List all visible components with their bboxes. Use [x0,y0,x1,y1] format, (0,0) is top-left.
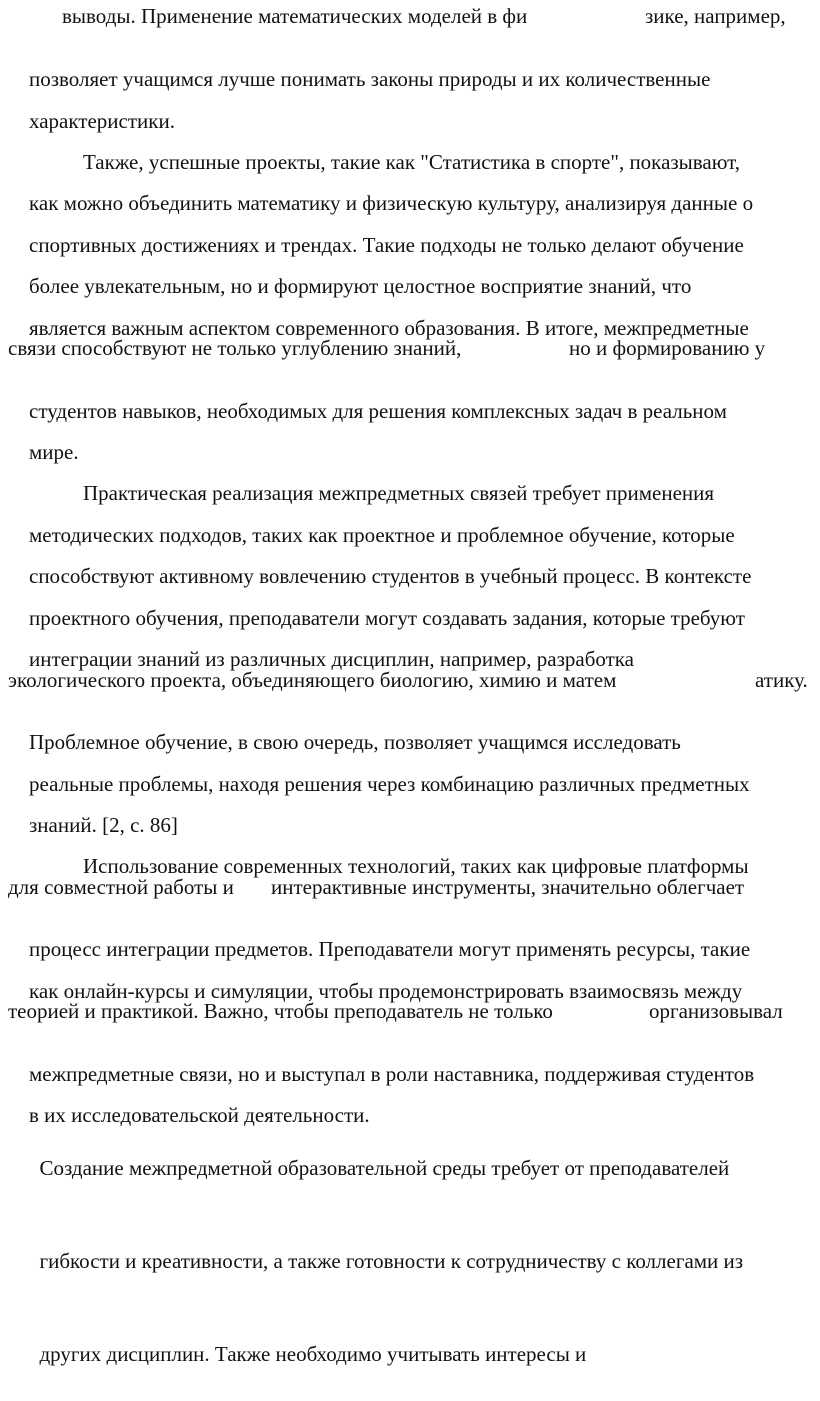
text-segment: но и формированию у [569,336,766,360]
text-segment: более увлекательным, но и формируют целостное восприятие знаний, что [29,274,692,298]
text-segment: характеристики. [29,109,175,133]
text-segment: реальные проблемы, находя решения через комбинацию различных предметных [29,772,750,796]
text-segment: Использование современных технологий, таких как цифровые платформы [83,854,749,878]
text-segment: экологического проекта, объединяющего биологию, химию и матем [8,668,617,692]
text-segment: зике, например, [645,4,786,28]
text-segment: как можно объединить математику и физическую культуру, анализируя данные о [29,191,754,215]
text-segment: процесс интеграции предметов. Преподаватели могут применять ресурсы, такие [29,937,751,961]
text-segment: интерактивные инструменты, значительно облегчает [271,875,745,899]
text-segment: студентов навыков, необходимых для решения комплексных задач в реальном [29,399,727,423]
text-segment: выводы. Применение математических моделей в фи [62,4,528,28]
text-segment: методических подходов, таких как проектное и проблемное обучение, которые [29,523,735,547]
text-segment: мире. [29,440,79,464]
text-segment: позволяет учащимся лучше понимать законы природы и их количественные [29,67,711,91]
text-segment: Создание межпредметной образовательной среды требует от преподавателей [39,1156,730,1180]
text-segment: интеграции знаний из различных дисциплин, например, разработка [29,647,634,671]
text-segment: проектного обучения, преподаватели могут создавать задания, которые требуют [29,606,745,630]
text-line [8,1308,820,1401]
text-segment: знаний. [2, с. 86] [29,813,178,837]
text-segment: Практическая реализация межпредметных связей требует применения [83,481,715,505]
text-segment: является важным аспектом современного образования. В итоге, межпредметные [29,316,749,340]
text-segment: других дисциплин. Также необходимо учитывать интересы и [39,1342,587,1366]
text-segment: межпредметные связи, но и выступал в роли наставника, поддерживая студентов [29,1062,755,1086]
text-segment: в их исследовательской деятельности. [29,1103,370,1127]
closing-paragraph [0,1122,812,1401]
text-segment: организовывал [649,999,783,1023]
text-segment: способствуют активному вовлечению студентов в учебный процесс. В контексте [29,564,752,588]
text-segment: спортивных достижениях и трендах. Такие подходы не только делают обучение [29,233,744,257]
text-segment: Также, успешные проекты, такие как "Статистика в спорте", показывают, [83,150,741,174]
text-line [8,1215,820,1308]
text-segment: атику. [755,668,808,692]
text-segment: для совместной работы и [8,875,234,899]
text-line [8,380,727,443]
text-segment: ву с коллегами из [586,1249,744,1273]
text-segment: гибкости и креативности, а также готовности к сотрудничест [39,1249,587,1273]
text-segment: связи способствуют не только углублению знаний, [8,336,462,360]
text-segment: Проблемное обучение, в свою очередь, позволяет учащимся исследовать [29,730,681,754]
text-line [8,1122,820,1215]
text-segment: теорией и практикой. Важно, чтобы преподаватель не только [8,999,553,1023]
text-segment: как онлайн-курсы и симуляции, чтобы продемонстрировать взаимосвязь между [29,979,743,1003]
